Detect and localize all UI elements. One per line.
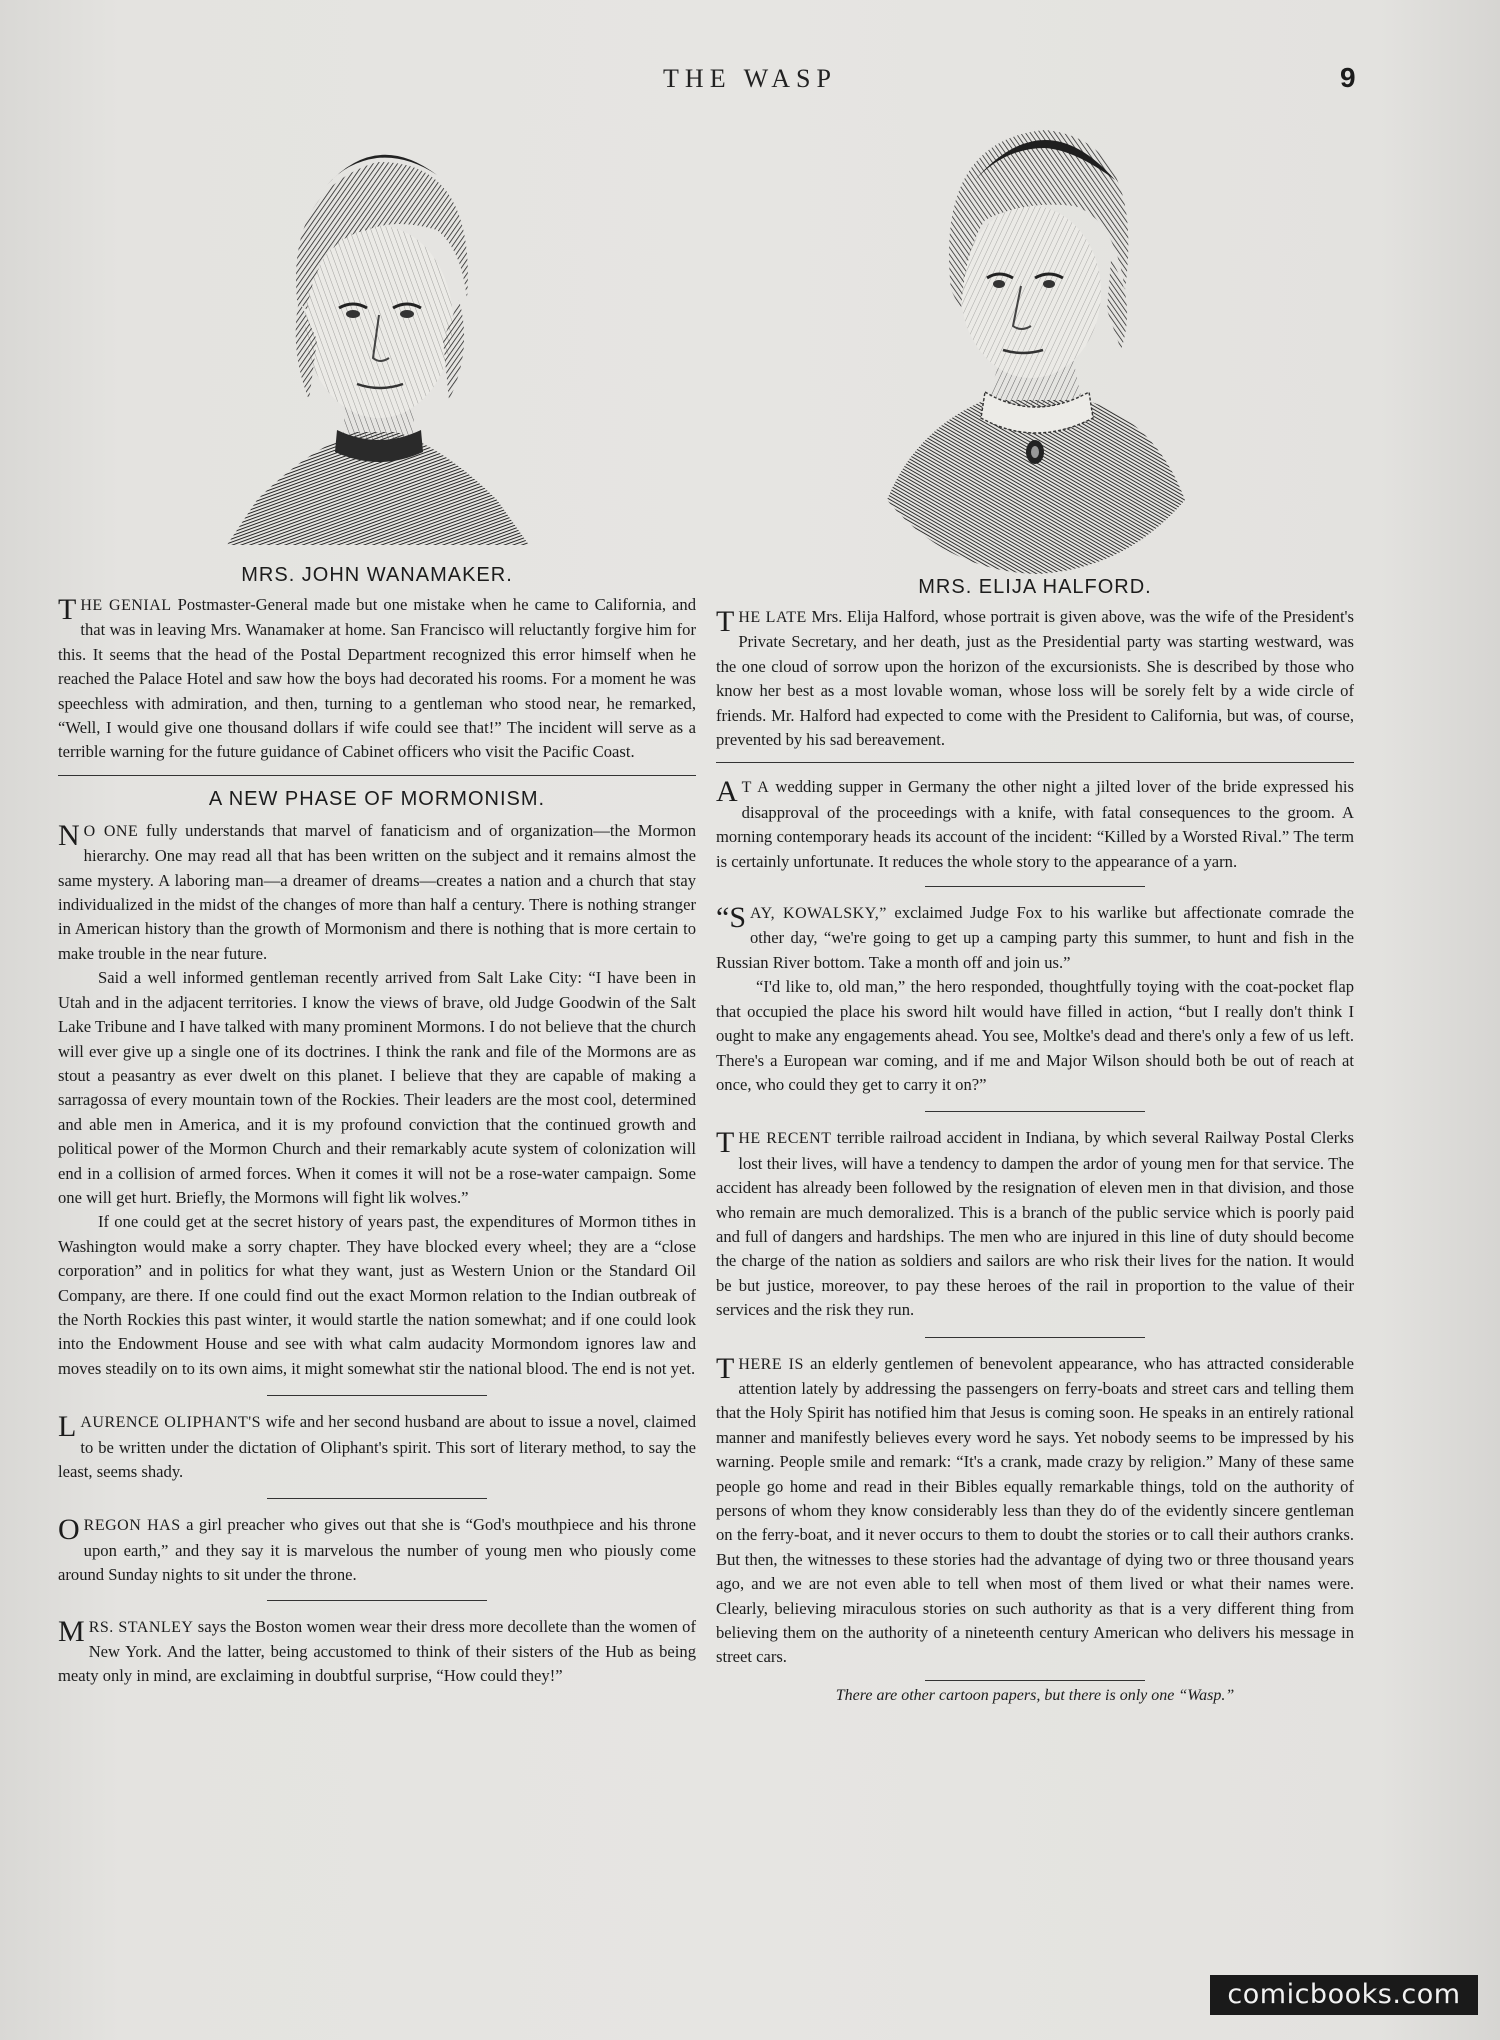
heading-mormonism: A NEW PHASE OF MORMONISM. [208,787,546,810]
drop-cap: N [58,818,80,852]
drop-cap: T [716,1351,735,1385]
article-text: wife and her second husband are about to issue a novel, claimed to be written under the dictation of Oliphant's spirit. This sort of literary method, to say the least, seems shady. [58,1412,696,1481]
short-rule [267,1498,487,1499]
engraved-portrait-image [217,100,537,564]
lead-in: AY, KOWALSKY,” [750,905,887,923]
drop-cap: T [58,593,77,626]
article-wanamaker [58,593,696,765]
article-text: Mrs. Elija Halford, whose portrait is given above, was the wife of the President's Private Secretary, and her death, just as the Presidential party was starting westward, was the one cloud of sorrow upon the horizon of the excursionists. She is described by those who know her best as a most lovable woman, whose loss will be sorely felt by a wide circle of friends. Mr. Halford had expected to come with the President to California, but was, of course, prevented by his sad bereavement. [716,607,1355,750]
article-oregon [58,1513,696,1587]
left-column [58,100,696,1689]
article-text: Postmaster-General made but one mistake when he came to California, and that was in leaving Mrs. Wanamaker at home. San Francisco will reluctantly forgive him for this. It seems that the head of the Postal Department recognized this error himself when he reached the Palace Hotel and saw how the boys had decorated his rooms. For a moment he was speechless with admiration, and then, turning to a gentleman who stood near, he remarked, “Well, I would give one thousand dollars if wife could see that!” The incident will serve as a terrible warning for the future guidance of Cabinet officers who visit the Pacific Coast. [58,595,696,762]
running-title: THE WASP [663,64,837,93]
article-text: a girl preacher who gives out that she is “God's mouthpiece and his throne upon earth,” and they say it is marvelous the number of young men who piously come around Sunday nights to sit under the throne. [58,1515,696,1585]
article-halford [716,605,1354,752]
lead-in: HE GENIAL [80,597,172,614]
drop-cap: L [58,1410,77,1444]
article-text: exclaimed Judge Fox to his warlike but affectionate comrade the other day, “we're going to get up a camping party this summer, to hunt and fish in the Russian River bottom. Take a month off and join us.” [716,903,1354,972]
short-rule [267,1395,487,1396]
article-text: wedding supper in Germany the other night a jilted lover of the bride expressed his disapproval of the proceedings with a knife, with fatal consequences to the groom. A morning contemporary heads its account of the incident: “Killed by a Worsted Rival.” The term is certainly unfortunate. It reduces the whole story to the appearance of a yarn. [716,777,1354,871]
portrait-wanamaker [217,100,537,564]
short-rule [925,1337,1145,1338]
page-number: 9 [1340,62,1356,93]
lead-in: T A [741,779,770,797]
drop-cap: M [58,1614,85,1648]
article-stanley [58,1615,696,1689]
article-text: an elderly gentlemen of benevolent appearance, who has attracted considerable attention lately by addressing the passengers on ferry-boats and street cars and telling them that the Holy Spirit has notified him that Jesus is coming soon. He speaks in an entirely rational manner and manifestly believes every word he says. Yet nobody seems to be impressed by his warning. People smile and remark: “It's a crank, made crazy by religion.” Many of these same people go home and read in their Bibles equally remarkable things, told on the authority of persons of whom they know considerably less than they do of the evidently sincere gentleman on the ferry-boat, and it never occurs to them to doubt the stories or to call their authors cranks. But then, the witnesses to these stories had the advantage of dying two or three thousand years ago, and we are not even able to tell when most of them lived or what their names were. Clearly, believing miraculous stories on such authority as that is a very different thing from believing them on the authority of a nineteenth century American who delivers his message in street cars. [716,1353,1355,1667]
short-rule [925,886,1145,887]
article-mormonism [58,819,696,1381]
article-railroad [716,1126,1354,1322]
portrait-halford [875,100,1195,576]
source-watermark: comicbooks.com [1210,1975,1478,2015]
lead-in: RS. STANLEY [88,1618,194,1636]
section-rule [716,762,1354,763]
article-text: says the Boston women wear their dress more decollete than the women of New York. And the latter, being accustomed to think of their sisters of the Hub as being meaty only in mind, are exclaiming in doubtful surprise, “How could they!” [58,1616,696,1686]
lead-in: REGON HAS [83,1517,181,1535]
drop-cap: T [716,1126,735,1160]
lead-in: HE RECENT [738,1130,832,1148]
article-paragraph: If one could get at the secret history of years past, the expenditures of Mormon tithes in Washington would make a sorry chapter. They have blocked every wheel; they are a “close corporation” and in politics for what they want, just as Western Union or the Standard Oil Company, are there. If one could find out the exact Mormon relation to the Indian outbreak of the North Rockies this past winter, it would startle the nation somewhat; and if one could look into the Endowment House and see with what calm audacity Mormondom ignores law and moves steadily on to its own aims, it might somewhat stir the national blood. The end is not yet. [58,1212,696,1378]
article-kowalsky [716,901,1354,1097]
drop-cap: “S [716,901,746,935]
section-rule [58,775,696,776]
drop-cap: A [716,775,738,809]
article-paragraph: “I'd like to, old man,” the hero responded, thoughtfully toying with the coat-pocket flap that occupied the place his sword hilt would have filled in action, “but I really don't think I ought to make any engagements ahead. You see, Moltke's dead and there's only a few of us left. There's a European war coming, and if me and Major Wilson should both be out of reach at once, who could they get to carry it on?” [716,977,1354,1094]
portrait-caption-halford: MRS. ELIJA HALFORD. [918,576,1152,598]
short-rule [925,1680,1145,1681]
drop-cap: T [716,605,735,638]
lead-in: HE LATE [738,609,807,626]
short-rule [267,1600,487,1601]
right-column [716,100,1354,1705]
article-text: terrible railroad accident in Indiana, by which several Railway Postal Clerks lost their lives, will have a tendency to dampen the ardor of young men for that service. The accident has already been followed by the resignation of eleven men in that division, and those who remain are much demoralized. This is a branch of the public service which is poorly paid and full of dangers and hardships. The men who are injured in this line of duty should become the charge of the nation as soldiers and sailors are who risk their lives for the nation. It would be but justice, moreover, to pay these heroes of the rail in proportion to the value of their services and the risk they run. [716,1128,1354,1320]
lead-in: HERE IS [738,1355,804,1373]
article-text: fully understands that marvel of fanaticism and of organization—the Mormon hierarchy. One may read all that has been written on the subject and it remains almost the same mystery. A laboring man—a dreamer of dreams—creates a nation and a church that stay individualized in the midst of the changes of more than half a century. There is nothing stranger in American history than the growth of Mormonism and there is nothing that is more certain to make trouble in the near future. [58,820,696,963]
engraved-portrait-image [875,100,1195,576]
article-paragraph: Said a well informed gentleman recently arrived from Salt Lake City: “I have been in Utah and in the adjacent territories. I know the views of brave, old Judge Goodwin of the Salt Lake Tribune and I have talked with many prominent Mormons. I do not believe that the church will ever give up a single one of its doctrines. I think the rank and file of the Mormons are as stout a peasantry as ever dwelt on this planet. I believe that they are capable of making a sarragossa of every mountain town of the Rockies. Their leaders are the most cool, determined and able men in America, and it is my profound conviction that the continued growth and political power of the Mormon Church and their remarkably acute system of colonization will end in a collision of armed forces. When it comes it will not be a rose-water campaign. Some one will get hurt. Briefly, the Mormons will fight lik wolves.” [58,968,696,1207]
lead-in: AURENCE OLIPHANT'S [80,1414,262,1432]
drop-cap: O [58,1513,80,1547]
article-holy-spirit [716,1352,1354,1670]
portrait-caption-wanamaker: MRS. JOHN WANAMAKER. [241,564,513,586]
article-wedding [716,775,1354,874]
short-rule [925,1111,1145,1112]
article-oliphant [58,1410,696,1484]
footer-tagline: There are other cartoon papers, but there is only one “Wasp.” [835,1686,1235,1704]
lead-in: O ONE [83,822,139,840]
